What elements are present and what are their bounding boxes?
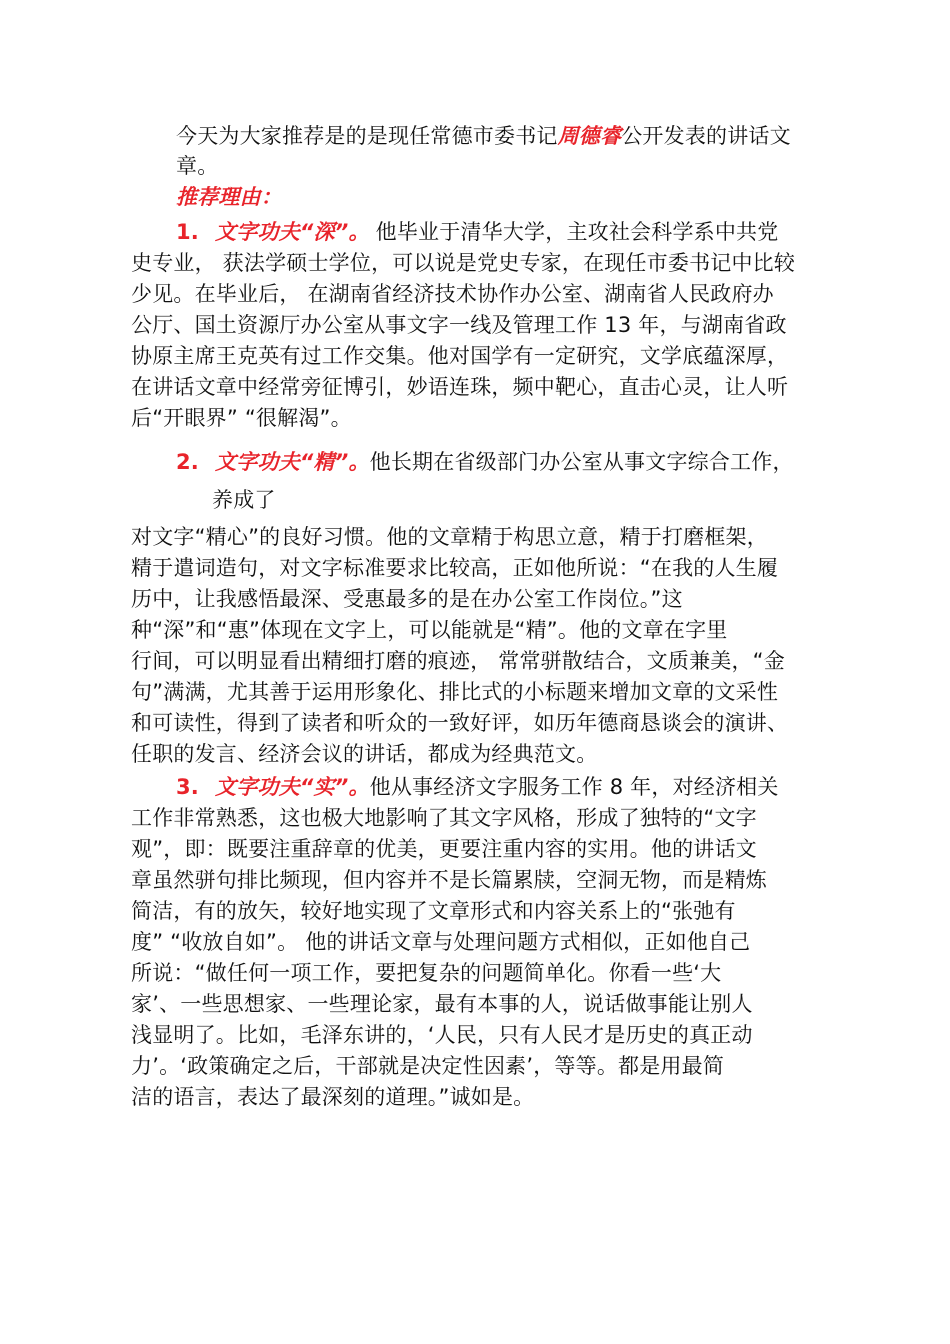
section-3-line: 观”，即：既要注重辞章的优美，更要注重内容的实用。他的讲话文 [131, 837, 757, 861]
section-2-line: 句”满满，尤其善于运用形象化、排比式的小标题来增加文章的文采性 [131, 680, 779, 704]
intro-text: 今天为大家推荐是的是现任常德市委书记 [176, 124, 558, 148]
section-3-line: 简洁，有的放矢，较好地实现了文章形式和内容关系上的“张弛有 [131, 899, 736, 923]
section-3-line: 章虽然骈句排比频现，但内容并不是长篇累牍，空洞无物，而是精炼 [131, 868, 767, 892]
section-1-line: 在讲话文章中经常旁征博引，妙语连珠，频中靶心，直击心灵，让人听 [131, 375, 789, 399]
section-3-text: 他从事经济文字服务工作 8 年，对经济相关 [369, 775, 779, 799]
section-2-line: 行间，可以明显看出精细打磨的痕迹， 常常骈散结合，文质兼美，“金 [131, 649, 785, 673]
intro-line-2: 章。 [176, 154, 219, 178]
reasons-heading: 推荐理由： [176, 185, 282, 209]
section-2-line: 对文字“精心”的良好习惯。他的文章精于构思立意，精于打磨框架， [131, 525, 768, 549]
section-3-number: 3. [176, 775, 199, 799]
section-2-line: 任职的发言、经济会议的讲话，都成为经典范文。 [131, 742, 598, 766]
section-1-line: 少见。在毕业后， 在湖南省经济技术协作办公室、湖南省人民政府办 [131, 282, 774, 306]
section-2-text: 他长期在省级部门办公室从事文字综合工作， [369, 450, 794, 474]
section-2-line: 种“深”和“惠”体现在文字上，可以能就是“精”。他的文章在字里 [131, 618, 728, 642]
section-1-line: 后“开眼界” “很解渴”。 [131, 406, 352, 430]
section-2-line: 精于遣词造句，对文字标准要求比较高，正如他所说：“在我的人生履 [131, 556, 779, 580]
section-1-text: 他毕业于清华大学，主攻社会科学系中共党 [375, 220, 779, 244]
section-1-line: 公厅、国土资源厅办公室从事文字一线及管理工作 13 年，与湖南省政 [131, 313, 787, 337]
intro-line-1 [176, 121, 791, 152]
section-2-line: 历中，让我感悟最深、受惠最多的是在办公室工作岗位。”这 [131, 587, 683, 611]
section-3-line: 浅显明了。比如，毛泽东讲的，‘人民，只有人民才是历史的真正动 [131, 1023, 753, 1047]
section-3-line: 所说：“做任何一项工作，要把复杂的问题简单化。你看一些‘大 [131, 961, 722, 985]
section-3-line: 力’。‘政策确定之后，干部就是决定性因素’，等等。都是用最简 [131, 1054, 725, 1078]
section-3-line: 家’、一些思想家、一些理论家，最有本事的人，说话做事能让别人 [131, 992, 753, 1016]
section-3-heading [176, 772, 779, 803]
intro-text-tail: 公开发表的讲话文 [621, 124, 791, 148]
section-2-line: 养成了 [212, 488, 276, 512]
section-3-line: 洁的语言，表达了最深刻的道理。”诚如是。 [131, 1085, 535, 1109]
section-3-title: 文字功夫“实”。 [215, 775, 370, 799]
section-3-line: 度” “收放自如”。 他的讲话文章与处理问题方式相似，正如他自己 [131, 930, 751, 954]
section-1-number: 1. [176, 220, 199, 244]
section-1-line: 协原主席王克英有过工作交集。他对国学有一定研究，文学底蕴深厚， [131, 344, 789, 368]
section-2-line: 和可读性，得到了读者和听众的一致好评，如历年德商恳谈会的演讲、 [131, 711, 789, 735]
section-1-title: 文字功夫“深”。 [215, 220, 370, 244]
section-1-line: 史专业， 获法学硕士学位，可以说是党史专家，在现任市委书记中比较 [131, 251, 796, 275]
highlighted-name: 周德睿 [557, 124, 622, 148]
section-2-number: 2. [176, 450, 199, 474]
section-2-title: 文字功夫“精”。 [215, 450, 370, 474]
section-1-heading [176, 217, 778, 248]
section-2-heading [176, 447, 794, 478]
section-3-line: 工作非常熟悉，这也极大地影响了其文字风格，形成了独特的“文字 [131, 806, 757, 830]
